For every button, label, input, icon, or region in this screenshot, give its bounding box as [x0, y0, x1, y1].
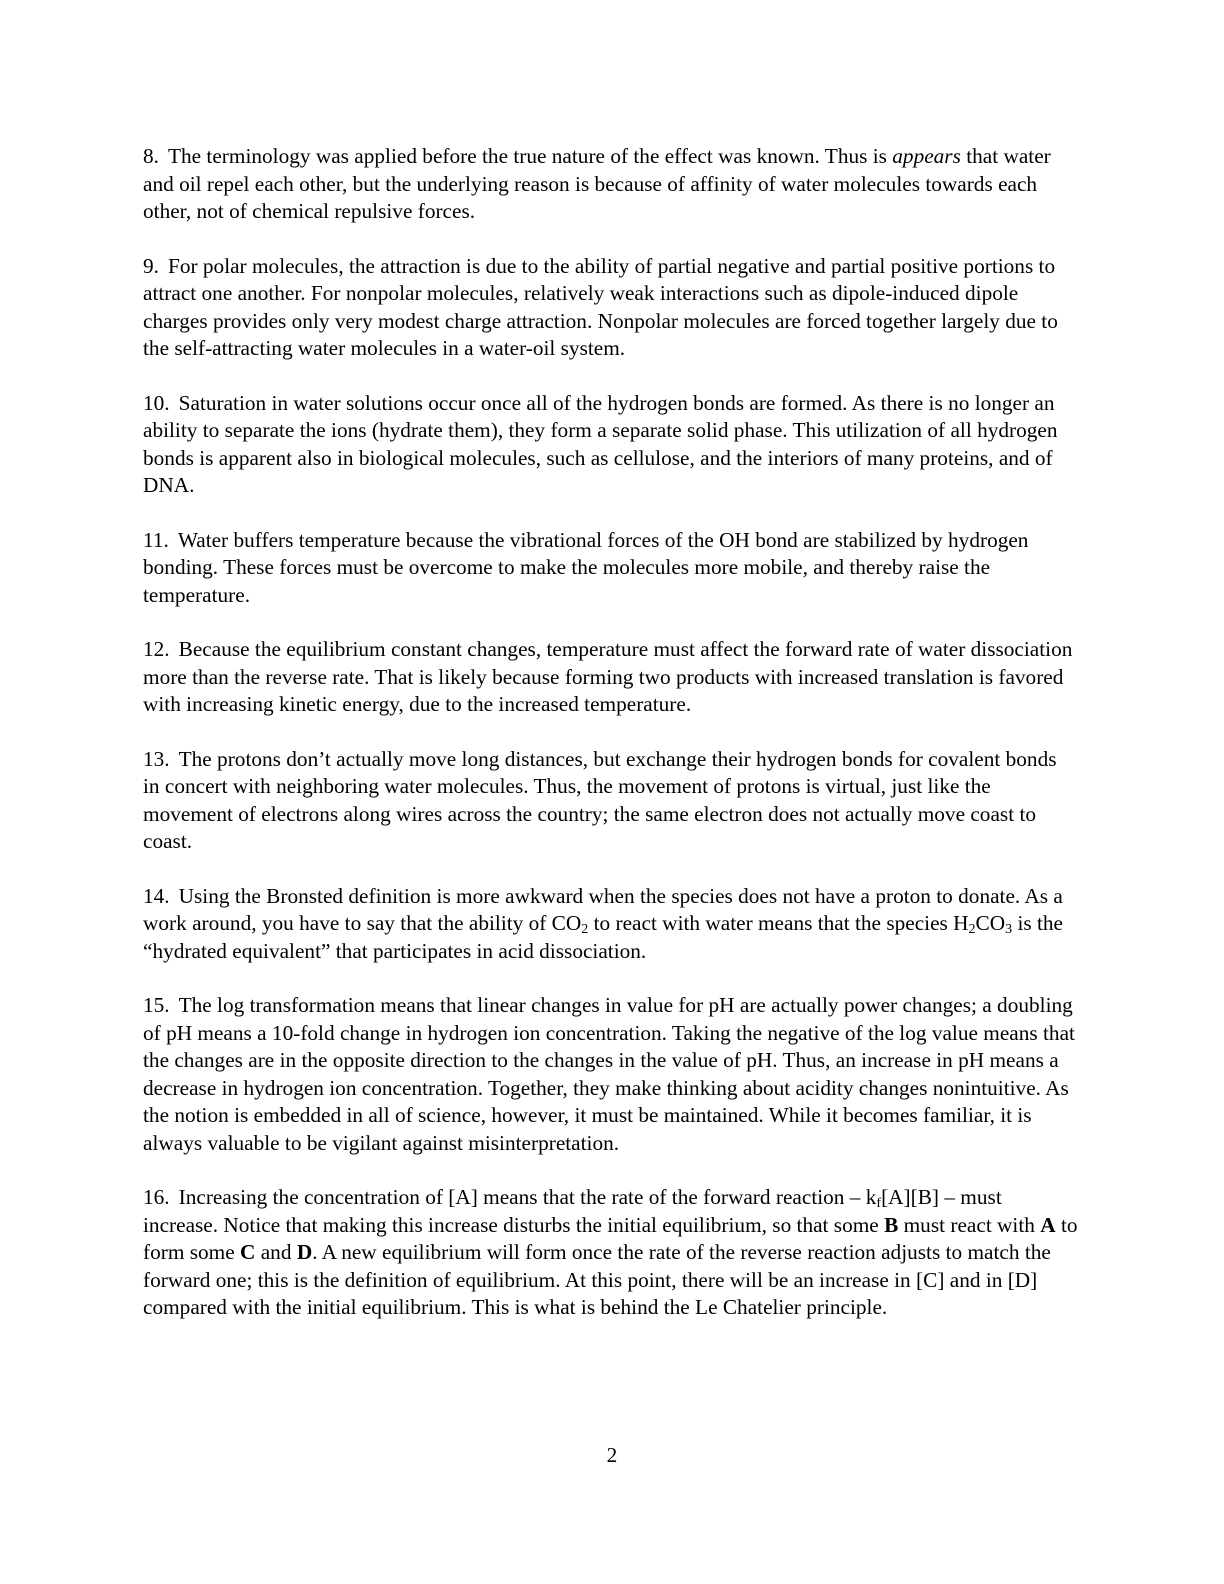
paragraph-10 — [143, 390, 1078, 500]
paragraph-number: 16. — [143, 1185, 170, 1209]
paragraph-number: 12. — [143, 637, 170, 661]
subscript: 3 — [1005, 922, 1013, 937]
paragraph-text: The log transformation means that linear changes in value for pH are actually power changes; a doubling of pH means a 10-fold change in hydrogen ion concentration. Taking the negative of the log value means that the changes are in the opposite direction to the changes in the value of pH. Thus, an increase in pH means a decrease in hydrogen ion concentration. Together, they make thinking about acidity changes nonintuitive. As the notion is embedded in all of science, however, it must be maintained. While it becomes familiar, it is always valuable to be vigilant against misinterpretation. — [143, 993, 1075, 1155]
paragraph-text: The terminology was applied before the true nature of the effect was known. Thus is — [167, 144, 893, 168]
paragraph-text: must react with — [898, 1212, 1041, 1237]
document-body — [143, 143, 1078, 1349]
paragraph-16 — [143, 1184, 1078, 1322]
paragraph-9 — [143, 253, 1078, 363]
bold-text: C — [240, 1240, 256, 1264]
paragraph-13 — [143, 746, 1078, 856]
paragraph-number: 14. — [143, 883, 170, 908]
paragraph-number: 13. — [143, 746, 170, 771]
bold-text: A — [1040, 1212, 1056, 1237]
paragraph-text: For polar molecules, the attraction is due to the ability of partial negative and partial positive portions to attract one another. For nonpolar molecules, relatively weak interactions such as dipole-induced dipole charges provides only very modest charge attraction. Nonpolar molecules are forced together largely due to the self-attracting water molecules in a water-oil system. — [143, 253, 1058, 360]
paragraph-text: that water and oil repel each other, but the underlying reason is because of affinity of water molecules towards each other, not of chemical repulsive forces. — [143, 144, 1051, 223]
paragraph-text: is the “hydrated equivalent” that participates in acid dissociation. — [143, 911, 1063, 963]
paragraph-number: 15. — [143, 993, 170, 1017]
paragraph-text: to react with water means that the species H — [588, 911, 969, 935]
paragraph-12 — [143, 636, 1078, 719]
bold-text: B — [884, 1212, 899, 1237]
paragraph-text: Using the Bronsted definition is more awkward when the species does not have a proton to donate. As a work around, you have to say that the ability of CO — [143, 883, 1063, 935]
paragraph-text: The protons don’t actually move long distances, but exchange their hydrogen bonds for covalent bonds in concert with neighboring water molecules. Thus, the movement of protons is virtual, just like the movement of electrons along wires across the country; the same electron does not actually move coast to coast. — [143, 746, 1057, 853]
subscript: 2 — [968, 922, 976, 937]
paragraph-number: 10. — [143, 390, 170, 415]
paragraph-text: [A][B] – must increase. Notice that making this increase disturbs the initial equilibrium, so that some — [143, 1185, 1002, 1237]
subscript: 2 — [581, 922, 589, 937]
paragraph-number: 11. — [143, 527, 169, 552]
paragraph-text: and — [255, 1240, 297, 1264]
page-number: 2 — [606, 1443, 618, 1467]
paragraph-14 — [143, 883, 1078, 966]
paragraph-15 — [143, 992, 1078, 1157]
subscript: f — [876, 1196, 882, 1211]
paragraph-text: . A new equilibrium will form once the rate of the reverse reaction adjusts to match the forward one; this is the definition of equilibrium. At this point, there will be an increase in [C] and in [D] compared with the initial equilibrium. This is what is behind the Le Chatelier principle. — [143, 1240, 1051, 1319]
paragraph-text: Because the equilibrium constant changes, temperature must affect the forward rate of water dissociation more than the reverse rate. That is likely because forming two products with increased translation is favored with increasing kinetic energy, due to the increased temperature. — [143, 637, 1073, 716]
paragraph-number: 9. — [143, 253, 159, 278]
paragraph-text: Saturation in water solutions occur once all of the hydrogen bonds are formed. As there is no longer an ability to separate the ions (hydrate them), they form a separate solid phase. This utilization of all hydrogen bonds is apparent also in biological molecules, such as cellulose, and the interiors of many proteins, and of DNA. — [143, 390, 1058, 497]
paragraph-text: Water buffers temperature because the vibrational forces of the OH bond are stabilized by hydrogen bonding. These forces must be overcome to make the molecules more mobile, and thereby raise the temperature. — [143, 527, 1029, 607]
paragraph-11 — [143, 527, 1078, 610]
paragraph-8 — [143, 143, 1078, 226]
paragraph-text: to form some — [143, 1212, 1078, 1264]
italic-text: appears — [892, 144, 961, 168]
paragraph-text: Increasing the concentration of [A] means that the rate of the forward reaction – k — [178, 1185, 877, 1209]
paragraph-number: 8. — [143, 144, 159, 168]
bold-text: D — [296, 1240, 313, 1264]
paragraph-text: CO — [975, 911, 1006, 935]
